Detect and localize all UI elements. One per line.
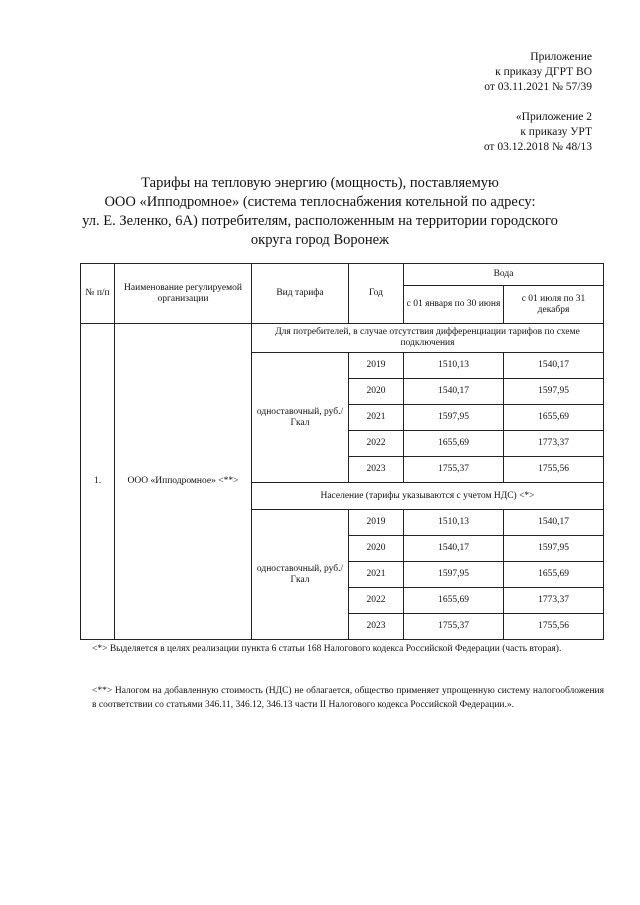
organization-name: ООО «Ипподромное» <**>	[115, 324, 252, 640]
first-half-value: 1755,37	[404, 614, 504, 640]
second-half-value: 1655,69	[504, 562, 604, 588]
section-heading: Для потребителей, в случае отсутствия дифференциации тарифов по схеме подключения	[252, 324, 604, 353]
year-cell: 2023	[349, 614, 404, 640]
second-half-value: 1773,37	[504, 431, 604, 457]
year-cell: 2021	[349, 405, 404, 431]
first-half-value: 1510,13	[404, 510, 504, 536]
first-half-value: 1755,37	[404, 457, 504, 483]
appendix-line: к приказу ДГРТ ВО	[495, 66, 592, 78]
appendix-line: «Приложение 2	[515, 111, 592, 123]
year-cell: 2019	[349, 510, 404, 536]
first-half-value: 1597,95	[404, 562, 504, 588]
year-cell: 2020	[349, 379, 404, 405]
row-number: 1.	[81, 324, 115, 640]
tariff-type: одноставочный, руб./Гкал	[252, 510, 349, 640]
year-cell: 2019	[349, 353, 404, 379]
first-half-value: 1540,17	[404, 536, 504, 562]
title-line: ул. Е. Зеленко, 6А) потребителям, расположенным на территории городского	[82, 213, 558, 229]
tariff-table	[80, 263, 604, 640]
footnote-vat-exemption: <**> Налогом на добавленную стоимость (НДС) не облагается, общество применяет упрощенную систему налогообложения в соответствии со статьями 346.11, 346.12, 346.13 части II Налогового кодекса Российской Федерации.».	[92, 686, 604, 710]
header-org: Наименование регулируемой организации	[115, 264, 252, 324]
document-title	[60, 174, 580, 250]
second-half-value: 1755,56	[504, 457, 604, 483]
header-second-half: с 01 июля по 31 декабря	[504, 286, 604, 324]
appendix-line: к приказу УРТ	[520, 126, 592, 138]
year-cell: 2021	[349, 562, 404, 588]
year-cell: 2022	[349, 431, 404, 457]
appendix-header	[484, 50, 592, 95]
first-half-value: 1655,69	[404, 431, 504, 457]
year-cell: 2020	[349, 536, 404, 562]
header-no: № п/п	[81, 264, 115, 324]
first-half-value: 1510,13	[404, 353, 504, 379]
appendix-line: от 03.11.2021 № 57/39	[484, 81, 592, 93]
previous-appendix-header	[484, 110, 592, 155]
header-tariff-type: Вид тарифа	[252, 264, 349, 324]
second-half-value: 1597,95	[504, 536, 604, 562]
second-half-value: 1540,17	[504, 353, 604, 379]
second-half-value: 1597,95	[504, 379, 604, 405]
title-line: округа город Воронеж	[250, 232, 390, 248]
year-cell: 2022	[349, 588, 404, 614]
year-cell: 2023	[349, 457, 404, 483]
title-line: Тарифы на тепловую энергию (мощность), поставляемую	[141, 175, 499, 191]
first-half-value: 1655,69	[404, 588, 504, 614]
second-half-value: 1755,56	[504, 614, 604, 640]
second-half-value: 1655,69	[504, 405, 604, 431]
header-year: Год	[349, 264, 404, 324]
first-half-value: 1597,95	[404, 405, 504, 431]
first-half-value: 1540,17	[404, 379, 504, 405]
tariff-type: одноставочный, руб./Гкал	[252, 353, 349, 483]
title-line: ООО «Ипподромное» (система теплоснабжения котельной по адресу:	[104, 194, 536, 210]
appendix-line: Приложение	[530, 51, 592, 63]
header-first-half: с 01 января по 30 июня	[404, 286, 504, 324]
footnote-vat-allocation: <*> Выделяется в целях реализации пункта 6 статьи 168 Налогового кодекса Российской Федерации (часть вторая).	[92, 644, 562, 654]
section-heading: Население (тарифы указываются с учетом НДС) <*>	[252, 483, 604, 510]
second-half-value: 1773,37	[504, 588, 604, 614]
second-half-value: 1540,17	[504, 510, 604, 536]
header-water: Вода	[404, 264, 604, 286]
appendix-line: от 03.12.2018 № 48/13	[483, 141, 592, 153]
